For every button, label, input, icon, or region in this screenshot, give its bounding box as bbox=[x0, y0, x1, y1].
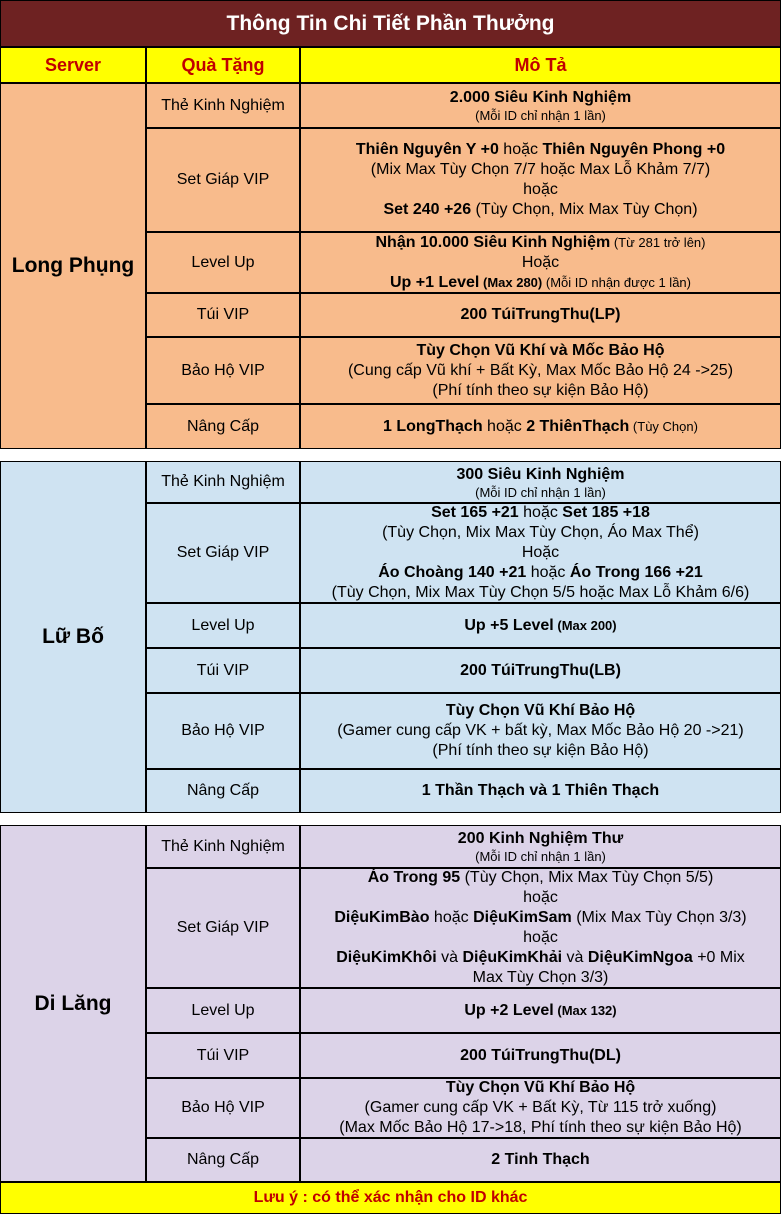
desc-line: Hoặc bbox=[521, 544, 560, 561]
desc-line: (Gamer cung cấp VK + bất kỳ, Max Mốc Bảo Hộ 20 ->21) bbox=[337, 722, 744, 739]
server-name: Di Lăng bbox=[0, 825, 146, 1182]
desc-line: Up +1 Level (Max 280) (Mỗi ID nhận được 1 lần) bbox=[390, 273, 691, 291]
desc-line: DiệuKimBào hoặc DiệuKimSam (Mix Max Tùy Chọn 3/3) bbox=[334, 909, 747, 926]
desc-line: (Tùy Chọn, Mix Max Tùy Chọn, Áo Max Thể) bbox=[382, 524, 699, 541]
desc-cell bbox=[300, 128, 781, 232]
gift-cell: Level Up bbox=[146, 988, 300, 1033]
desc-line: hoặc bbox=[523, 889, 558, 906]
desc-cell bbox=[300, 693, 781, 769]
desc-cell bbox=[300, 868, 781, 988]
table-row bbox=[146, 232, 781, 293]
desc-note: (Mỗi ID chỉ nhận 1 lần) bbox=[475, 849, 606, 864]
desc-cell bbox=[300, 461, 781, 503]
desc-line: Set 165 +21 hoặc Set 185 +18 bbox=[431, 504, 650, 521]
section-gap bbox=[0, 813, 781, 825]
table-row bbox=[146, 128, 781, 232]
header-server: Server bbox=[0, 47, 146, 83]
desc-line: hoặc bbox=[523, 181, 558, 198]
desc-cell bbox=[300, 825, 781, 868]
desc-cell bbox=[300, 293, 781, 337]
table-row bbox=[146, 1138, 781, 1182]
gift-cell: Túi VIP bbox=[146, 293, 300, 337]
desc-line: (Phí tính theo sự kiện Bảo Hộ) bbox=[432, 381, 649, 399]
desc-line: Tùy Chọn Vũ Khí và Mốc Bảo Hộ bbox=[416, 341, 665, 359]
desc-line: DiệuKimKhôi và DiệuKimKhải và DiệuKimNgoa +0 Mix bbox=[336, 949, 745, 966]
desc-line: 1 LongThạch hoặc 2 ThiênThạch (Tùy Chọn) bbox=[383, 417, 698, 435]
table-row bbox=[146, 769, 781, 813]
gift-cell: Bảo Hộ VIP bbox=[146, 1078, 300, 1138]
desc-line: Max Tùy Chọn 3/3) bbox=[472, 969, 609, 986]
gift-cell: Set Giáp VIP bbox=[146, 128, 300, 232]
desc-cell bbox=[300, 337, 781, 404]
desc-line: (Tùy Chọn, Mix Max Tùy Chọn 5/5 hoặc Max Lỗ Khảm 6/6) bbox=[331, 584, 750, 601]
desc-line: Hoặc bbox=[521, 253, 560, 271]
desc-line: 200 Kinh Nghiệm Thư bbox=[457, 830, 624, 847]
table-row bbox=[146, 825, 781, 868]
desc-line: Up +5 Level (Max 200) bbox=[464, 616, 617, 634]
desc-cell bbox=[300, 769, 781, 813]
table-row bbox=[146, 988, 781, 1033]
table-row bbox=[146, 1033, 781, 1078]
footer-note: Lưu ý : có thể xác nhận cho ID khác bbox=[0, 1182, 781, 1214]
gift-cell: Level Up bbox=[146, 232, 300, 293]
desc-cell bbox=[300, 503, 781, 603]
gift-cell: Nâng Cấp bbox=[146, 769, 300, 813]
gift-cell: Nâng Cấp bbox=[146, 404, 300, 449]
desc-line: Áo Trong 95 (Tùy Chọn, Mix Max Tùy Chọn 5/5) bbox=[367, 869, 714, 886]
table-row bbox=[146, 404, 781, 449]
server-name: Long Phụng bbox=[0, 83, 146, 449]
table-row bbox=[146, 503, 781, 603]
desc-cell bbox=[300, 404, 781, 449]
table-row bbox=[146, 1078, 781, 1138]
desc-cell bbox=[300, 1078, 781, 1138]
gift-cell: Bảo Hộ VIP bbox=[146, 693, 300, 769]
table-row bbox=[146, 693, 781, 769]
gift-cell: Túi VIP bbox=[146, 1033, 300, 1078]
desc-cell bbox=[300, 232, 781, 293]
desc-cell bbox=[300, 1033, 781, 1078]
desc-cell bbox=[300, 988, 781, 1033]
gift-cell: Thẻ Kinh Nghiệm bbox=[146, 461, 300, 503]
server-name: Lữ Bố bbox=[0, 461, 146, 813]
desc-line: (Mix Max Tùy Chọn 7/7 hoặc Max Lỗ Khảm 7/7) bbox=[370, 161, 711, 178]
header-gift: Quà Tặng bbox=[146, 47, 300, 83]
desc-line: Tùy Chọn Vũ Khí Bảo Hộ bbox=[445, 702, 636, 719]
desc-line: (Phí tính theo sự kiện Bảo Hộ) bbox=[432, 742, 649, 759]
table-row bbox=[146, 83, 781, 128]
desc-note: (Mỗi ID chỉ nhận 1 lần) bbox=[475, 484, 606, 500]
gift-cell: Set Giáp VIP bbox=[146, 503, 300, 603]
desc-line: Nhận 10.000 Siêu Kinh Nghiệm (Từ 281 trở lên) bbox=[375, 233, 706, 251]
table-row bbox=[146, 293, 781, 337]
desc-line: (Gamer cung cấp VK + Bất Kỳ, Từ 115 trở xuống) bbox=[364, 1099, 717, 1116]
desc-line: 200 TúiTrungThu(LP) bbox=[460, 306, 621, 323]
desc-line: 200 TúiTrungThu(LB) bbox=[460, 661, 621, 679]
desc-line: hoặc bbox=[523, 929, 558, 946]
gift-cell: Level Up bbox=[146, 603, 300, 648]
table-row bbox=[146, 648, 781, 693]
desc-line: Up +2 Level (Max 132) bbox=[464, 1001, 617, 1019]
gift-cell: Thẻ Kinh Nghiệm bbox=[146, 83, 300, 128]
desc-cell bbox=[300, 603, 781, 648]
desc-cell bbox=[300, 83, 781, 128]
desc-line: (Cung cấp Vũ khí + Bất Kỳ, Max Mốc Bảo Hộ 24 ->25) bbox=[347, 361, 734, 379]
desc-line: Thiên Nguyên Y +0 hoặc Thiên Nguyên Phong +0 bbox=[355, 141, 726, 158]
desc-line: 2 Tinh Thạch bbox=[491, 1151, 590, 1168]
desc-line: 200 TúiTrungThu(DL) bbox=[460, 1046, 621, 1064]
server-block-lu-bo bbox=[0, 461, 781, 813]
server-block-long-phung bbox=[0, 83, 781, 449]
gift-cell: Thẻ Kinh Nghiệm bbox=[146, 825, 300, 868]
desc-line: (Max Mốc Bảo Hộ 17->18, Phí tính theo sự kiện Bảo Hộ) bbox=[339, 1119, 742, 1136]
desc-cell bbox=[300, 648, 781, 693]
table-row bbox=[146, 461, 781, 503]
desc-line: 2.000 Siêu Kinh Nghiệm bbox=[449, 89, 632, 106]
desc-line: Tùy Chọn Vũ Khí Bảo Hộ bbox=[445, 1079, 636, 1096]
header-description: Mô Tả bbox=[300, 47, 781, 83]
table-title: Thông Tin Chi Tiết Phần Thưởng bbox=[0, 0, 781, 47]
desc-line: Áo Choàng 140 +21 hoặc Áo Trong 166 +21 bbox=[378, 564, 703, 581]
desc-note: (Mỗi ID chỉ nhận 1 lần) bbox=[475, 108, 606, 123]
desc-line: 1 Thần Thạch và 1 Thiên Thạch bbox=[421, 782, 660, 799]
table-row bbox=[146, 337, 781, 404]
desc-line: 300 Siêu Kinh Nghiệm bbox=[456, 465, 625, 483]
desc-cell bbox=[300, 1138, 781, 1182]
table-row bbox=[146, 603, 781, 648]
section-gap bbox=[0, 449, 781, 461]
desc-line: Set 240 +26 (Tùy Chọn, Mix Max Tùy Chọn) bbox=[383, 201, 698, 218]
gift-cell: Nâng Cấp bbox=[146, 1138, 300, 1182]
gift-cell: Bảo Hộ VIP bbox=[146, 337, 300, 404]
gift-cell: Set Giáp VIP bbox=[146, 868, 300, 988]
server-block-di-lang bbox=[0, 825, 781, 1182]
gift-cell: Túi VIP bbox=[146, 648, 300, 693]
table-row bbox=[146, 868, 781, 988]
